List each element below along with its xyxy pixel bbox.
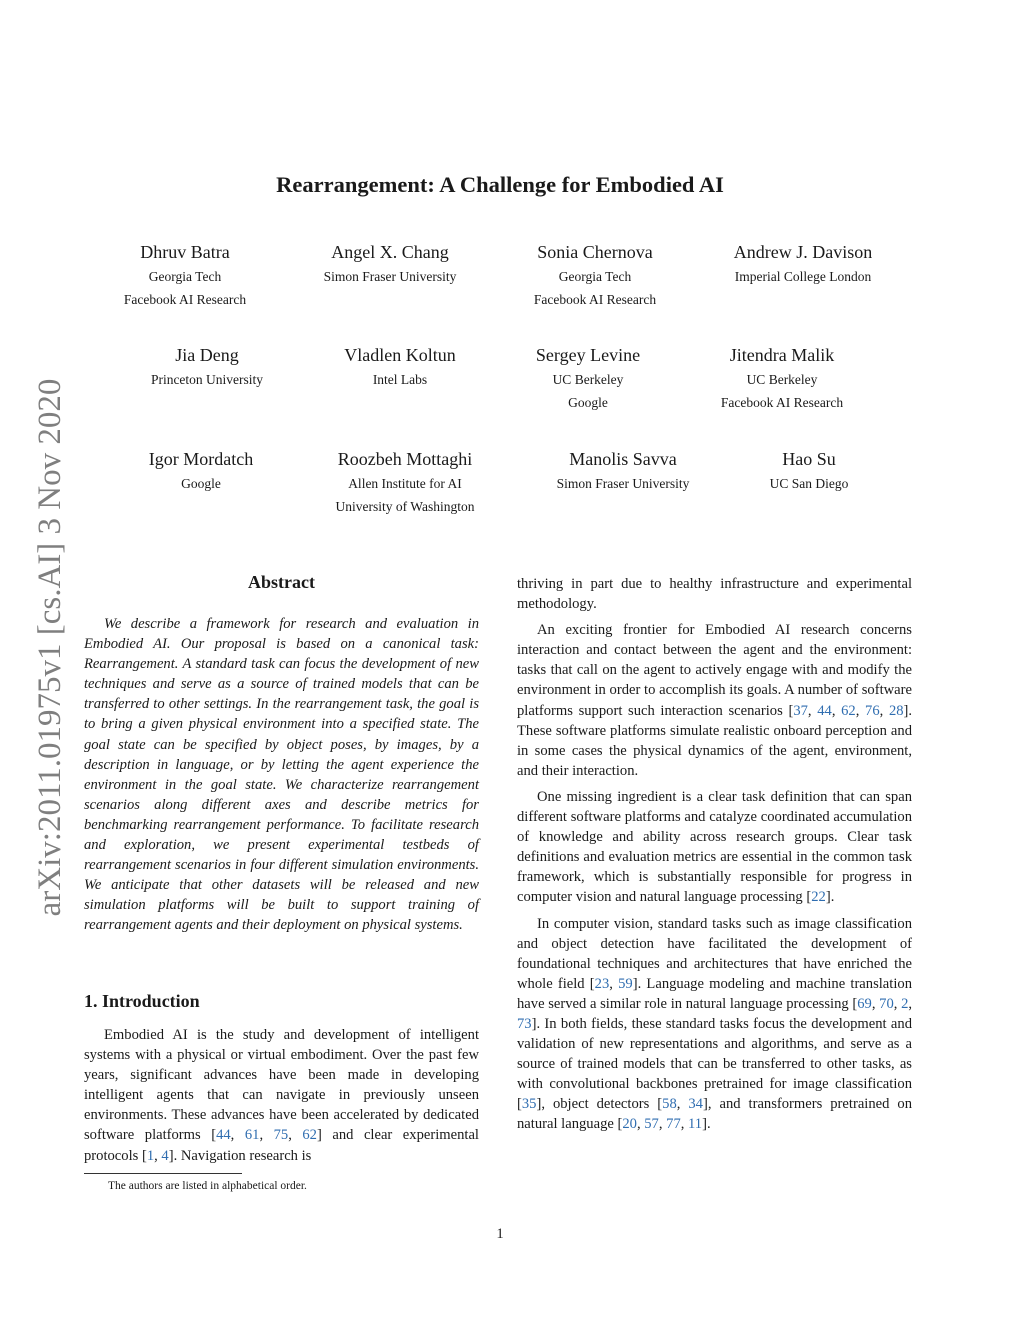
author-affiliation: UC Berkeley [746, 372, 818, 387]
author-affiliation: Intel Labs [372, 372, 428, 387]
intro-body [84, 1025, 479, 1166]
paper-title: Rearrangement: A Challenge for Embodied AI [276, 172, 724, 197]
intro-paragraph: Embodied AI is the study and development of intelligent systems with a physical or virtual embodiment. Over the past few years, significant advances have been made in developing intelligent agents that can navigate in previously unseen environments. These advances have been accelerated by dedicated software platforms [44, 61, 75, 62] and clear experimental protocols [1, 4]. Navigation research is [84, 1027, 479, 1164]
author-name: Sergey Levine [535, 345, 641, 365]
citation-link[interactable]: 76 [865, 702, 880, 719]
author-block [102, 344, 312, 391]
author-affiliation: Facebook AI Research [123, 292, 247, 307]
author-affiliation: Imperial College London [734, 269, 872, 284]
author-block [285, 241, 495, 288]
author-name: Manolis Savva [569, 449, 677, 469]
citation-link[interactable]: 28 [888, 702, 904, 719]
author-block [295, 344, 505, 391]
abstract-body [84, 614, 479, 936]
author-affiliation: Simon Fraser University [556, 476, 690, 491]
citation-link[interactable]: 20 [622, 1116, 637, 1133]
author-affiliation: Google [181, 476, 221, 491]
author-name: Hao Su [782, 449, 836, 469]
citation-link[interactable]: 75 [273, 1127, 289, 1144]
abstract-paragraph: We describe a framework for research and evaluation in Embodied AI. Our proposal is based on a canonical task: Rearrangement. A standard task can focus the development of new techniques and serve as a source of trained models that can be transferred to other settings. In the rearrangement task, the goal is to bring a given physical environment into a specified state. The goal state can be specified by object poses, by images, by a description in language, or by letting the agent experience the environment in the goal state. We characterize rearrangement scenarios along different axes and describe metrics for benchmarking rearrangement performance. To facilitate research and exploration, we present experimental testbeds of rearrangement scenarios in four different simulation environments. We anticipate that other datasets will be released and new simulation platforms will be built to support training of rearrangement agents and their deployment on physical systems. [84, 616, 479, 934]
right-column-body [517, 574, 912, 1135]
citation-link[interactable]: 37 [793, 702, 808, 719]
citation-link[interactable]: 61 [244, 1127, 260, 1144]
author-name: Roozbeh Mottaghi [337, 449, 473, 469]
citation-link[interactable]: 69 [857, 995, 872, 1012]
citation-link[interactable]: 22 [811, 889, 826, 906]
author-affiliation: Allen Institute for AI [348, 476, 462, 491]
author-block [490, 241, 700, 311]
author-name: Igor Mordatch [148, 449, 254, 469]
author-name: Dhruv Batra [140, 242, 230, 262]
author-affiliation: Georgia Tech [558, 269, 632, 284]
author-block [518, 448, 728, 495]
author-block [300, 448, 510, 518]
citation-link[interactable]: 57 [644, 1116, 659, 1133]
author-affiliation: Princeton University [150, 372, 264, 387]
citation-link[interactable]: 11 [688, 1116, 703, 1133]
author-block [677, 344, 887, 414]
citation-link[interactable]: 44 [216, 1127, 231, 1144]
author-name: Jitendra Malik [729, 345, 835, 365]
body-paragraph: An exciting frontier for Embodied AI research concerns interaction and contact between the agent and the environment: tasks that call on the agent to actively engage with and modify the environment in order to accomplish its goals. A number of software platforms support such interaction scenarios [37, 44, 62, 76, 28]. These software platforms simulate realistic onboard perception and in some cases the physical dynamics of the agent, environment, and their interaction. [517, 622, 913, 779]
author-name: Angel X. Chang [331, 242, 449, 262]
author-affiliation: Georgia Tech [148, 269, 222, 284]
section-heading-introduction: 1. Introduction [84, 991, 200, 1011]
page-number: 1 [496, 1226, 504, 1242]
author-block [96, 448, 306, 495]
arxiv-stamp: arXiv:2011.01975v1 [cs.AI] 3 Nov 2020 [32, 378, 68, 917]
citation-link[interactable]: 62 [841, 702, 856, 719]
citation-link[interactable]: 2 [901, 995, 909, 1012]
citation-link[interactable]: 4 [161, 1147, 169, 1164]
author-block [698, 241, 908, 288]
citation-link[interactable]: 44 [817, 702, 832, 719]
citation-link[interactable]: 23 [594, 975, 610, 992]
footnote-rule [84, 1173, 242, 1174]
citation-link[interactable]: 77 [666, 1116, 681, 1133]
author-block [704, 448, 914, 495]
citation-link[interactable]: 58 [662, 1096, 677, 1113]
author-affiliation: Google [568, 395, 608, 410]
author-affiliation: Simon Fraser University [323, 269, 457, 284]
author-affiliation: UC Berkeley [552, 372, 624, 387]
body-paragraph: In computer vision, standard tasks such as image classification and object detection have facilitated the development of foundational techniques and architectures that have enriched the whole field [23, 59]. Language modeling and machine translation have served a similar role in natural language processing [69, 70, 2, 73]. In both fields, these standard tasks focus the development and validation of new representations and algorithms, and serve as a source of trained models that can be transferred to other tasks, as with convolutional backbones pretrained for image classification [35], object detectors [58, 34], and transformers pretrained on natural language [20, 57, 77, 11]. [517, 915, 913, 1133]
author-affiliation: University of Washington [335, 499, 475, 514]
author-name: Jia Deng [175, 345, 239, 365]
author-affiliation: Facebook AI Research [720, 395, 844, 410]
author-affiliation: UC San Diego [769, 476, 849, 491]
citation-link[interactable]: 1 [146, 1147, 155, 1164]
author-name: Andrew J. Davison [733, 242, 873, 262]
body-paragraph: thriving in part due to healthy infrastructure and experimental methodology. [517, 576, 912, 613]
author-block [483, 344, 693, 414]
citation-link[interactable]: 70 [879, 995, 894, 1012]
author-name: Vladlen Koltun [344, 345, 456, 365]
citation-link[interactable]: 73 [517, 1015, 532, 1032]
author-name: Sonia Chernova [537, 242, 653, 262]
citation-link[interactable]: 59 [618, 975, 633, 992]
author-affiliation: Facebook AI Research [533, 292, 657, 307]
abstract-heading: Abstract [248, 572, 315, 592]
footnote: The authors are listed in alphabetical order. [108, 1180, 307, 1192]
citation-link[interactable]: 34 [688, 1096, 703, 1113]
citation-link[interactable]: 35 [521, 1096, 537, 1113]
body-paragraph: One missing ingredient is a clear task definition that can span different software platforms and catalyze coordinated accumulation of knowledge and ability across research groups. Clear task definitions and evaluation metrics are essential in the common task framework, which is substantially responsible for progress in computer vision and natural language processing [22]. [517, 788, 912, 906]
author-block [80, 241, 290, 311]
citation-link[interactable]: 62 [302, 1127, 317, 1144]
